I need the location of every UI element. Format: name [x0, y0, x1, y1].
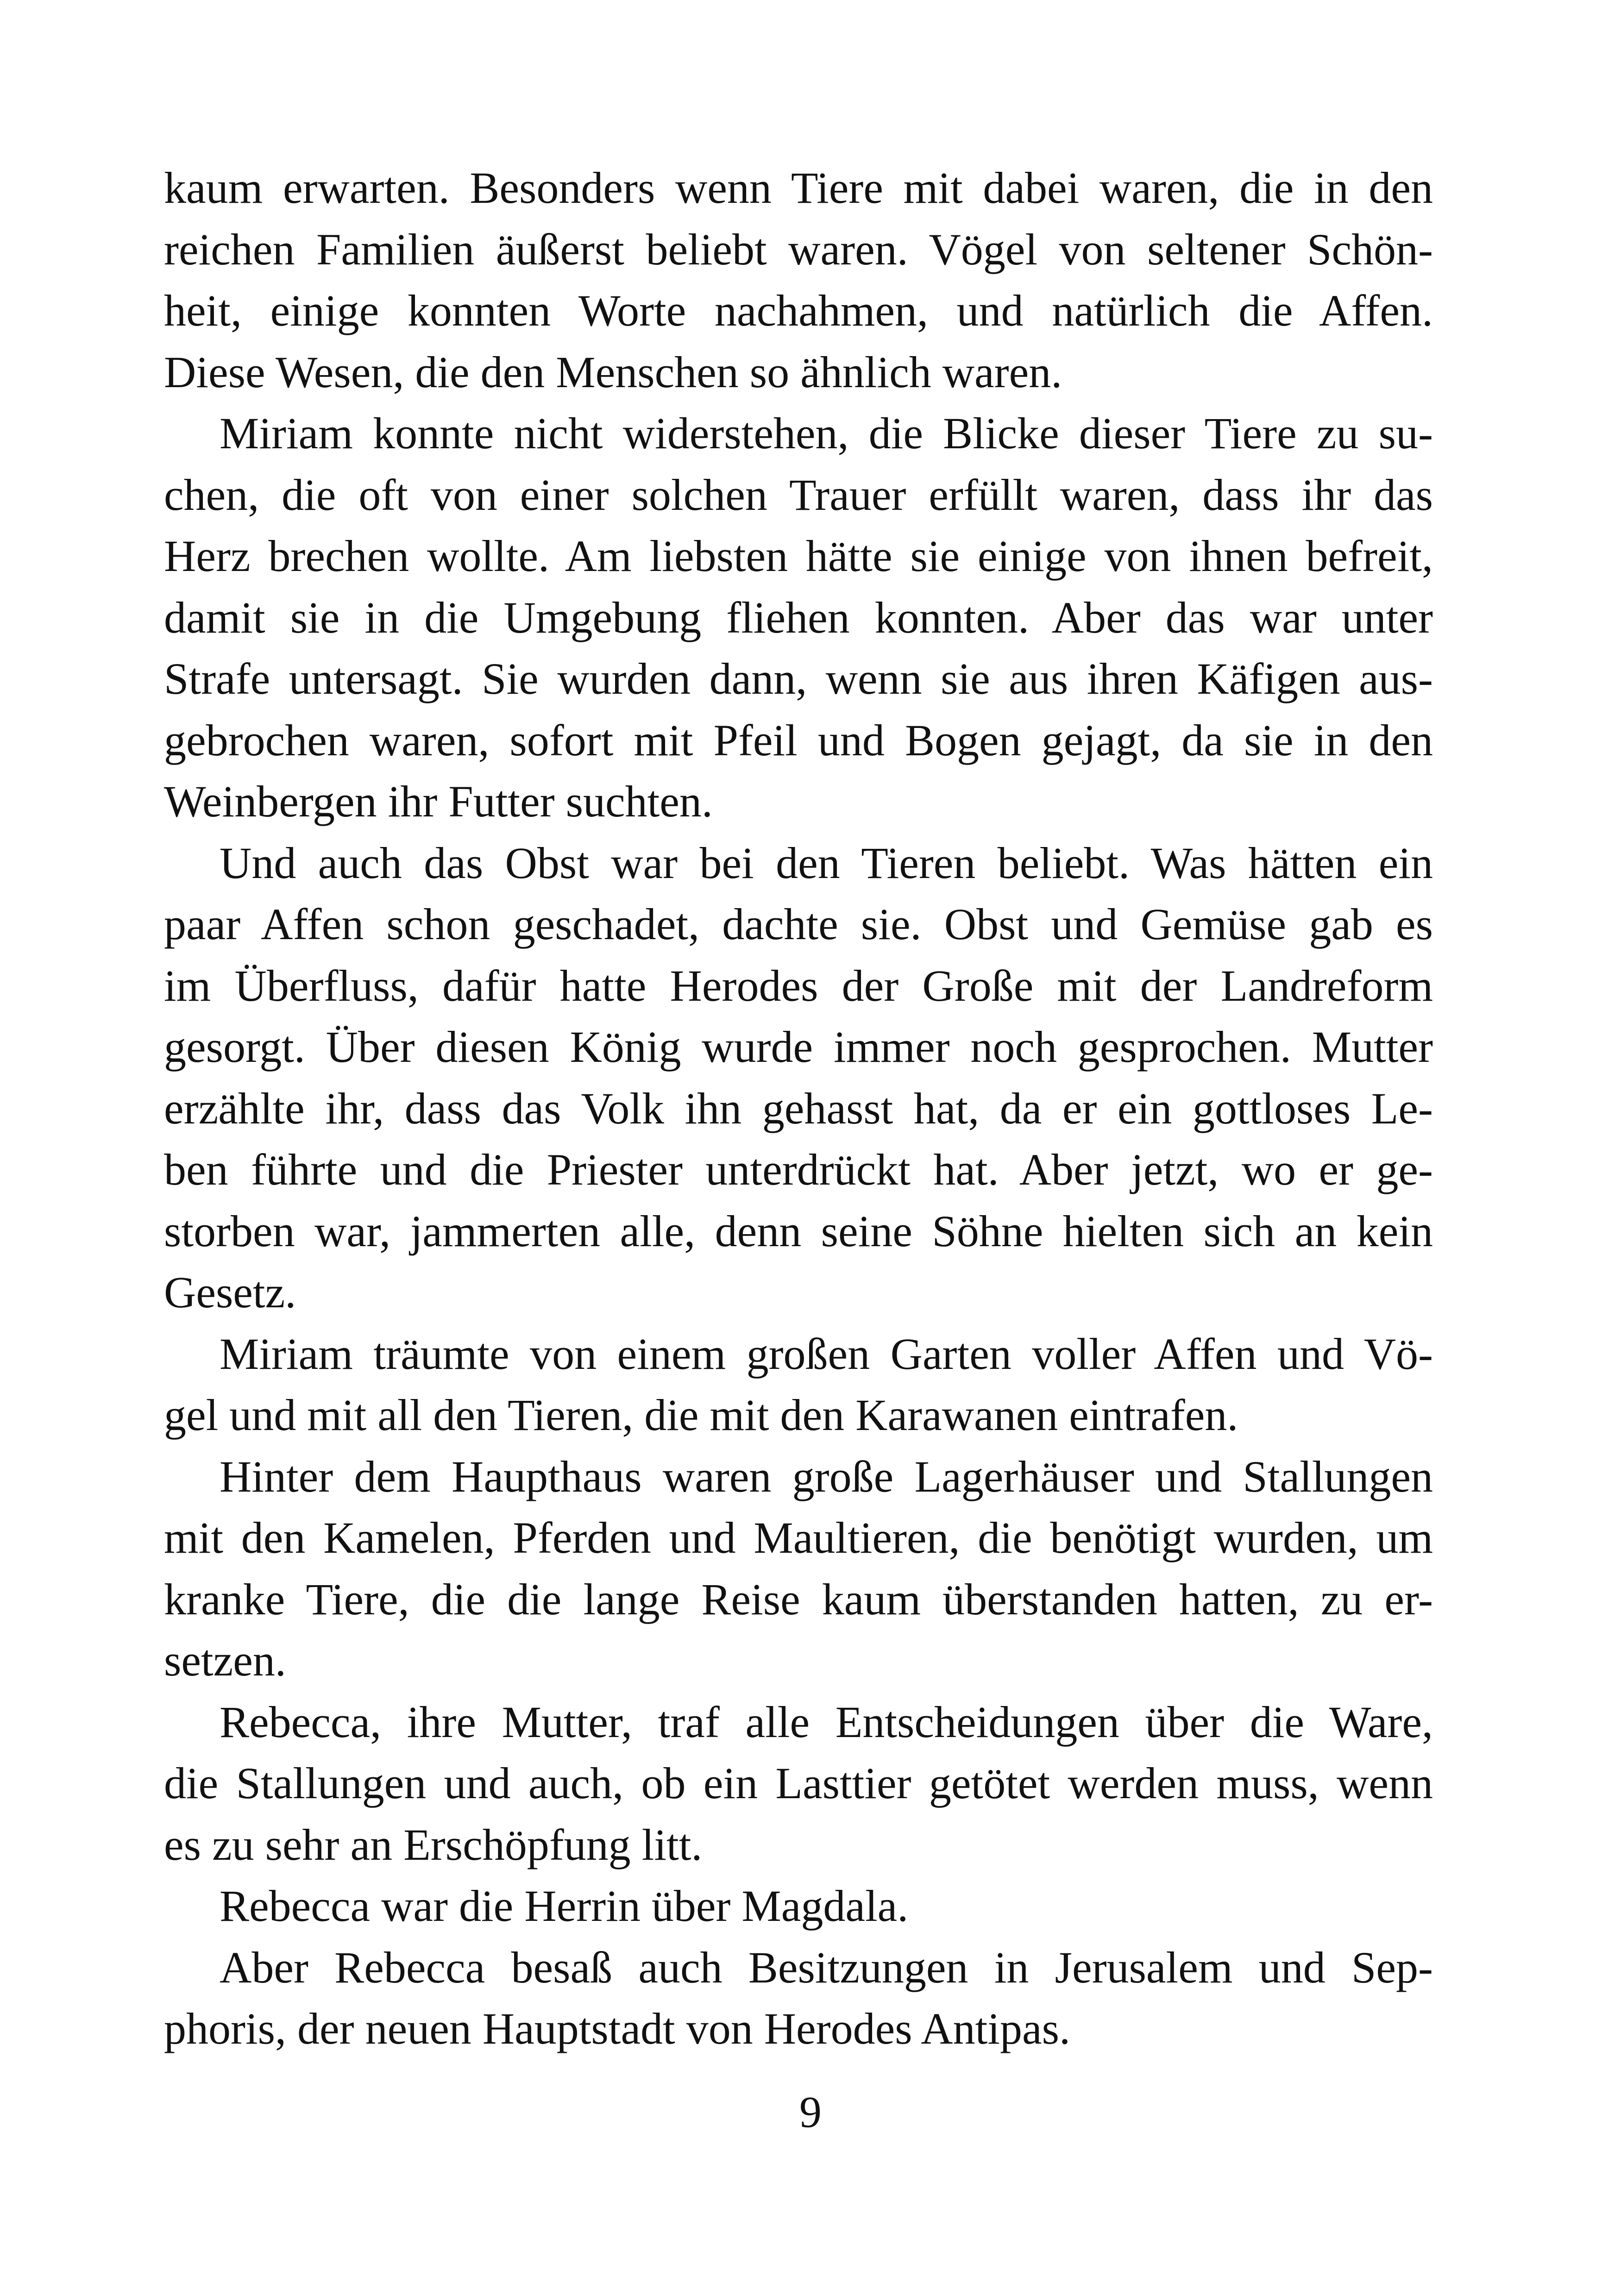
text-line: phoris, der neuen Hauptstadt von Herodes Antipas. — [164, 2004, 1070, 2053]
text-line: im Überfluss, dafür hatte Herodes der Große mit der Landreform — [164, 960, 1433, 1010]
text-line: es zu sehr an Erschöpfung litt. — [164, 1819, 703, 1869]
text-line: mit den Kamelen, Pferden und Maultieren, die benötigt wurden, um — [164, 1513, 1433, 1562]
text-line: kaum erwarten. Besonders wenn Tiere mit dabei waren, die in den — [164, 163, 1433, 213]
text-line: Weinbergen ihr Futter suchten. — [164, 777, 713, 826]
text-line: Aber Rebecca besaß auch Besitzungen in Jerusalem und Sep- — [220, 1942, 1433, 1992]
paragraph — [164, 1446, 1433, 1692]
text-line: gesorgt. Über diesen König wurde immer noch gesprochen. Mutter — [164, 1022, 1433, 1072]
paragraph — [164, 1937, 1433, 2060]
body-text — [164, 157, 1433, 2060]
text-line: gebrochen waren, sofort mit Pfeil und Bogen gejagt, da sie in den — [164, 715, 1433, 765]
text-line: die Stallungen und auch, ob ein Lasttier getötet werden muss, wenn — [164, 1758, 1433, 1808]
text-line: erzählte ihr, dass das Volk ihn gehasst hat, da er ein gottloses Le- — [164, 1083, 1433, 1133]
text-line: Rebecca war die Herrin über Magdala. — [220, 1881, 909, 1931]
text-line: kranke Tiere, die die lange Reise kaum überstanden hatten, zu er- — [164, 1574, 1433, 1624]
text-line: heit, einige konnten Worte nachahmen, und natürlich die Affen. — [164, 286, 1433, 335]
text-line: chen, die oft von einer solchen Trauer erfüllt waren, dass ihr das — [164, 470, 1433, 520]
text-line: Miriam träumte von einem großen Garten voller Affen und Vö- — [220, 1329, 1433, 1379]
text-line: setzen. — [164, 1636, 286, 1685]
paragraph — [164, 1324, 1433, 1446]
paragraph — [164, 1692, 1433, 1876]
text-line: Rebecca, ihre Mutter, traf alle Entscheidungen über die Ware, — [220, 1697, 1433, 1747]
text-line: paar Affen schon geschadet, dachte sie. Obst und Gemüse gab es — [164, 899, 1433, 949]
page-number: 9 — [799, 2087, 822, 2137]
text-line: Und auch das Obst war bei den Tieren beliebt. Was hätten ein — [220, 838, 1433, 888]
paragraph — [164, 1876, 1433, 1937]
paragraph — [164, 403, 1433, 833]
text-line: damit sie in die Umgebung fliehen konnten. Aber das war unter — [164, 592, 1433, 642]
text-line: ben führte und die Priester unterdrückt hat. Aber jetzt, wo er ge- — [164, 1145, 1433, 1194]
text-line: Hinter dem Haupthaus waren große Lagerhäuser und Stallungen — [220, 1451, 1433, 1501]
text-line: reichen Familien äußerst beliebt waren. Vögel von seltener Schön- — [164, 224, 1433, 274]
text-line: Herz brechen wollte. Am liebsten hätte sie einige von ihnen befreit, — [164, 531, 1433, 581]
text-line: Gesetz. — [164, 1267, 296, 1317]
text-line: Miriam konnte nicht widerstehen, die Blicke dieser Tiere zu su- — [220, 408, 1433, 458]
text-line: Diese Wesen, die den Menschen so ähnlich waren. — [164, 347, 1062, 397]
paragraph — [164, 833, 1433, 1324]
text-line: gel und mit all den Tieren, die mit den Karawanen eintrafen. — [164, 1390, 1238, 1440]
paragraph — [164, 157, 1433, 403]
text-line: Strafe untersagt. Sie wurden dann, wenn sie aus ihren Käfigen aus- — [164, 654, 1433, 703]
text-line: storben war, jammerten alle, denn seine Söhne hielten sich an kein — [164, 1206, 1433, 1256]
